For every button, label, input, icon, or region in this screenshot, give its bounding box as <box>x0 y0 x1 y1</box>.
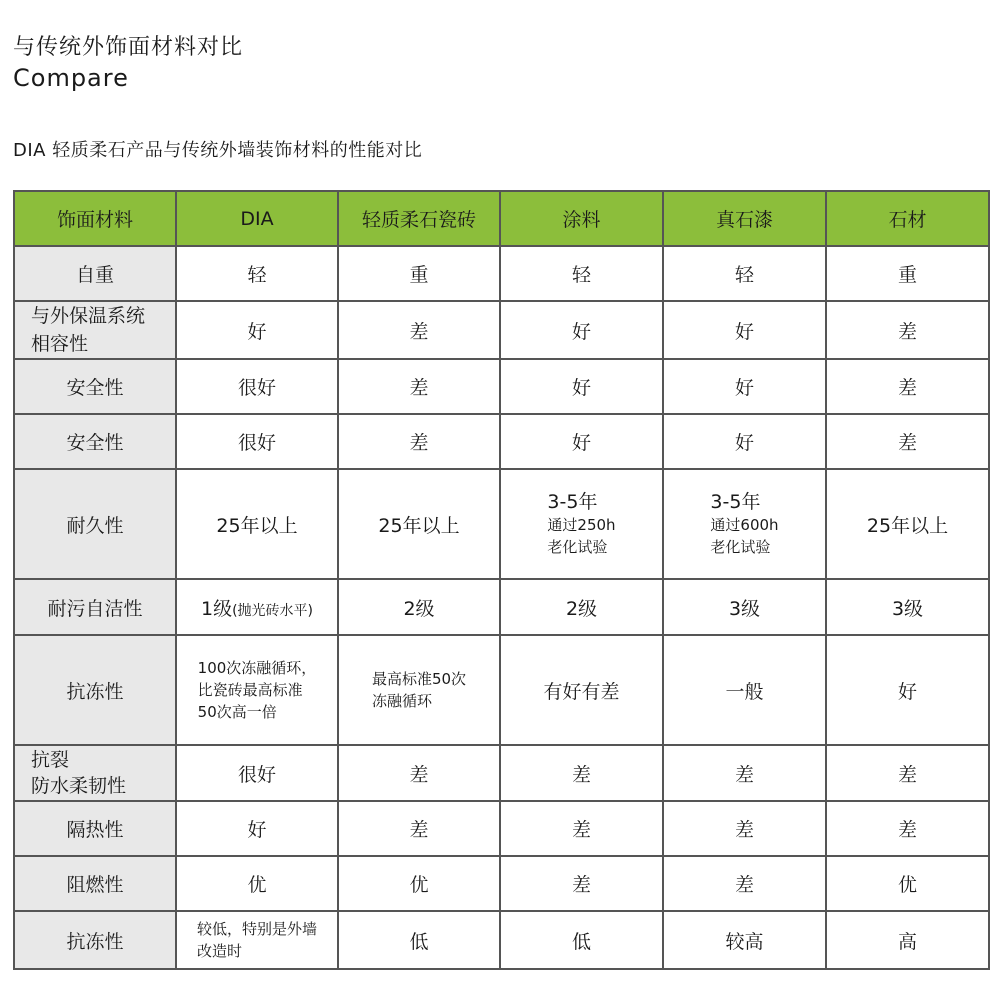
cell-text-block <box>547 490 615 558</box>
table-cell: 差 <box>826 801 989 856</box>
table-cell: 轻 <box>176 246 338 301</box>
table-cell: 优 <box>338 856 500 911</box>
table-cell: 2级 <box>500 579 663 635</box>
table-cell: 轻 <box>663 246 826 301</box>
table-cell: 轻 <box>500 246 663 301</box>
table-cell: 25年以上 <box>826 469 989 579</box>
table-cell: 好 <box>176 301 338 359</box>
table-cell: 有好有差 <box>500 635 663 745</box>
table-row <box>14 579 989 635</box>
cell-line: 老化试验 <box>547 538 608 556</box>
row-label: 抗冻性 <box>14 635 176 745</box>
table-cell: 低 <box>338 911 500 969</box>
cell-line: 老化试验 <box>710 538 771 556</box>
cell-line: 3-5年 <box>710 491 761 513</box>
table-cell: 差 <box>663 801 826 856</box>
cell-line: 改造时 <box>196 942 242 960</box>
table-cell: 重 <box>826 246 989 301</box>
comparison-table <box>13 190 990 970</box>
table-cell: 好 <box>663 301 826 359</box>
row-label: 阻燃性 <box>14 856 176 911</box>
table-cell <box>176 635 338 745</box>
table-cell <box>176 579 338 635</box>
cell-note: (抛光砖水平) <box>232 602 314 619</box>
table-cell: 差 <box>500 856 663 911</box>
table-cell: 一般 <box>663 635 826 745</box>
row-label: 耐久性 <box>14 469 176 579</box>
cell-line: 最高标准50次 <box>371 670 467 688</box>
header-cell-material: 饰面材料 <box>14 191 176 246</box>
table-cell: 差 <box>826 301 989 359</box>
table-cell: 优 <box>176 856 338 911</box>
table-cell: 差 <box>826 414 989 469</box>
cell-line: 50次高一倍 <box>197 703 277 721</box>
row-label <box>14 745 176 801</box>
row-label-line: 抗裂 <box>31 749 70 771</box>
cell-line: 3-5年 <box>547 491 598 513</box>
table-cell: 差 <box>338 745 500 801</box>
cell-text-block <box>198 657 317 723</box>
table-cell: 差 <box>338 414 500 469</box>
cell-text-block <box>197 918 317 962</box>
cell-line: 冻融循环 <box>371 692 432 710</box>
table-cell: 差 <box>663 745 826 801</box>
page-title-en: Compare <box>13 64 129 92</box>
header-cell-stone-paint: 真石漆 <box>663 191 826 246</box>
table-cell: 差 <box>826 359 989 414</box>
row-label-line: 防水柔韧性 <box>31 775 127 797</box>
table-cell: 很好 <box>176 359 338 414</box>
table-cell <box>176 911 338 969</box>
table-cell: 好 <box>500 301 663 359</box>
page-title-cn: 与传统外饰面材料对比 <box>13 35 244 60</box>
header-cell-paint: 涂料 <box>500 191 663 246</box>
table-cell: 重 <box>338 246 500 301</box>
table-cell: 差 <box>338 801 500 856</box>
table-cell: 好 <box>826 635 989 745</box>
table-row <box>14 801 989 856</box>
cell-main: 1级 <box>200 597 233 620</box>
table-cell: 差 <box>663 856 826 911</box>
row-label-line: 与外保温系统 <box>31 305 146 327</box>
cell-line: 通过600h <box>710 516 779 534</box>
table-cell: 好 <box>176 801 338 856</box>
cell-line: 较低，特别是外墙 <box>196 920 317 938</box>
page-subtitle: DIA 轻质柔石产品与传统外墙装饰材料的性能对比 <box>13 140 423 161</box>
cell-text-block <box>710 490 778 558</box>
table-cell <box>663 469 826 579</box>
row-label: 安全性 <box>14 359 176 414</box>
table-cell: 较高 <box>663 911 826 969</box>
table-cell: 25年以上 <box>176 469 338 579</box>
table-cell: 差 <box>338 301 500 359</box>
row-label: 安全性 <box>14 414 176 469</box>
table-row <box>14 911 989 969</box>
table-cell: 优 <box>826 856 989 911</box>
table-cell: 差 <box>826 745 989 801</box>
row-label: 自重 <box>14 246 176 301</box>
table-cell: 差 <box>500 801 663 856</box>
row-label: 抗冻性 <box>14 911 176 969</box>
row-label: 耐污自洁性 <box>14 579 176 635</box>
table-cell: 很好 <box>176 414 338 469</box>
row-label-line: 相容性 <box>31 333 89 355</box>
table-row <box>14 414 989 469</box>
header-cell-dia: DIA <box>176 191 338 246</box>
table-cell: 差 <box>500 745 663 801</box>
table-row <box>14 301 989 359</box>
table-cell: 低 <box>500 911 663 969</box>
row-label: 隔热性 <box>14 801 176 856</box>
table-cell <box>338 635 500 745</box>
table-row <box>14 745 989 801</box>
table-cell: 25年以上 <box>338 469 500 579</box>
cell-line: 比瓷砖最高标准 <box>197 681 303 699</box>
table-cell <box>500 469 663 579</box>
table-cell: 3级 <box>826 579 989 635</box>
table-cell: 好 <box>500 414 663 469</box>
header-cell-stone: 石材 <box>826 191 989 246</box>
table-row <box>14 246 989 301</box>
table-row <box>14 635 989 745</box>
table-header-row <box>14 191 989 246</box>
cell-text-block <box>372 668 466 712</box>
table-cell: 好 <box>663 359 826 414</box>
table-cell: 好 <box>663 414 826 469</box>
cell-line: 通过250h <box>547 516 616 534</box>
row-label <box>14 301 176 359</box>
table-cell: 3级 <box>663 579 826 635</box>
table-cell: 高 <box>826 911 989 969</box>
table-cell: 2级 <box>338 579 500 635</box>
table-cell: 很好 <box>176 745 338 801</box>
table-row <box>14 359 989 414</box>
table-row <box>14 469 989 579</box>
table-row <box>14 856 989 911</box>
table-cell: 好 <box>500 359 663 414</box>
header-cell-tile: 轻质柔石瓷砖 <box>338 191 500 246</box>
table-cell: 差 <box>338 359 500 414</box>
cell-line: 100次冻融循环， <box>197 659 317 677</box>
